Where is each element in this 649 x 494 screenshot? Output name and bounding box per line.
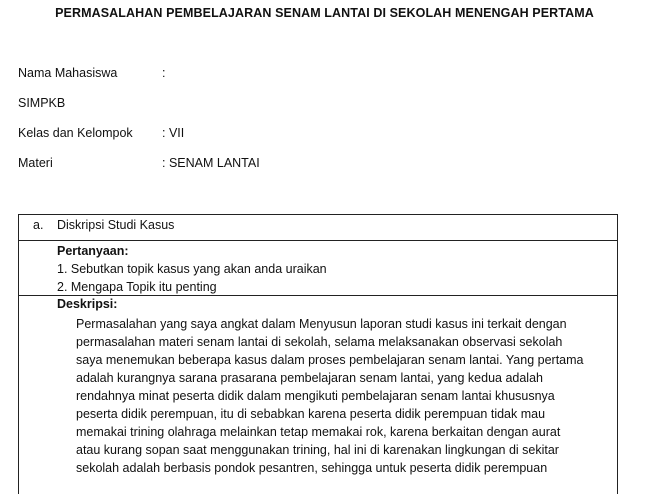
field-value: : <box>162 66 166 80</box>
document-title: PERMASALAHAN PEMBELAJARAN SENAM LANTAI DI SEKOLAH MENENGAH PERTAMA <box>55 6 594 20</box>
question-item: 1. Sebutkan topik kasus yang akan anda uraikan <box>57 262 327 276</box>
field-label: SIMPKB <box>18 96 66 110</box>
field-value: : SENAM LANTAI <box>162 156 260 170</box>
section-header-row <box>19 215 617 241</box>
field-simpkb <box>18 96 162 110</box>
description-line: Permasalahan yang saya angkat dalam Menyusun laporan studi kasus ini terkait dengan <box>76 317 567 331</box>
description-line: sekolah adalah berbasis pondok pesantren, sehingga untuk peserta didik perempuan <box>76 461 548 475</box>
description-paragraph <box>76 315 616 477</box>
description-line: permasalahan materi senam lantai di sekolah, selama melaksanakan observasi sekolah <box>76 335 563 349</box>
section-title: Diskripsi Studi Kasus <box>57 218 175 232</box>
description-line: rendahnya minat peserta didik dalam mengikuti pembelajaran senam lantai khususnya <box>76 389 555 403</box>
field-label: Materi <box>18 156 53 170</box>
description-line: memakai trining olahraga melainkan tetap memakai rok, karena berkaitan dengan aurat <box>76 425 561 439</box>
questions-row <box>19 241 617 296</box>
field-value: : VII <box>162 126 185 140</box>
field-nama-mahasiswa <box>18 66 165 80</box>
field-materi <box>18 156 260 170</box>
description-line: atau kurang sopan saat menggunakan trining, hal ini di karenakan lingkungan di sekitar <box>76 443 559 457</box>
field-label: Nama Mahasiswa <box>18 66 118 80</box>
description-line: saya menemukan beberapa kasus dalam proses pembelajaran senam lantai. Yang pertama <box>76 353 584 367</box>
case-study-table <box>18 214 618 494</box>
section-number: a. <box>33 218 44 232</box>
field-kelas-kelompok <box>18 126 184 140</box>
question-item: 2. Mengapa Topik itu penting <box>57 280 217 294</box>
description-line: peserta didik perempuan, itu di sebabkan karena peserta didik perempuan tidak mau <box>76 407 546 421</box>
description-heading: Deskripsi: <box>57 297 118 311</box>
description-line: adalah kurangnya sarana prasarana pembelajaran senam lantai, yang kedua adalah <box>76 371 543 385</box>
questions-heading: Pertanyaan: <box>57 244 129 258</box>
field-label: Kelas dan Kelompok <box>18 126 133 140</box>
